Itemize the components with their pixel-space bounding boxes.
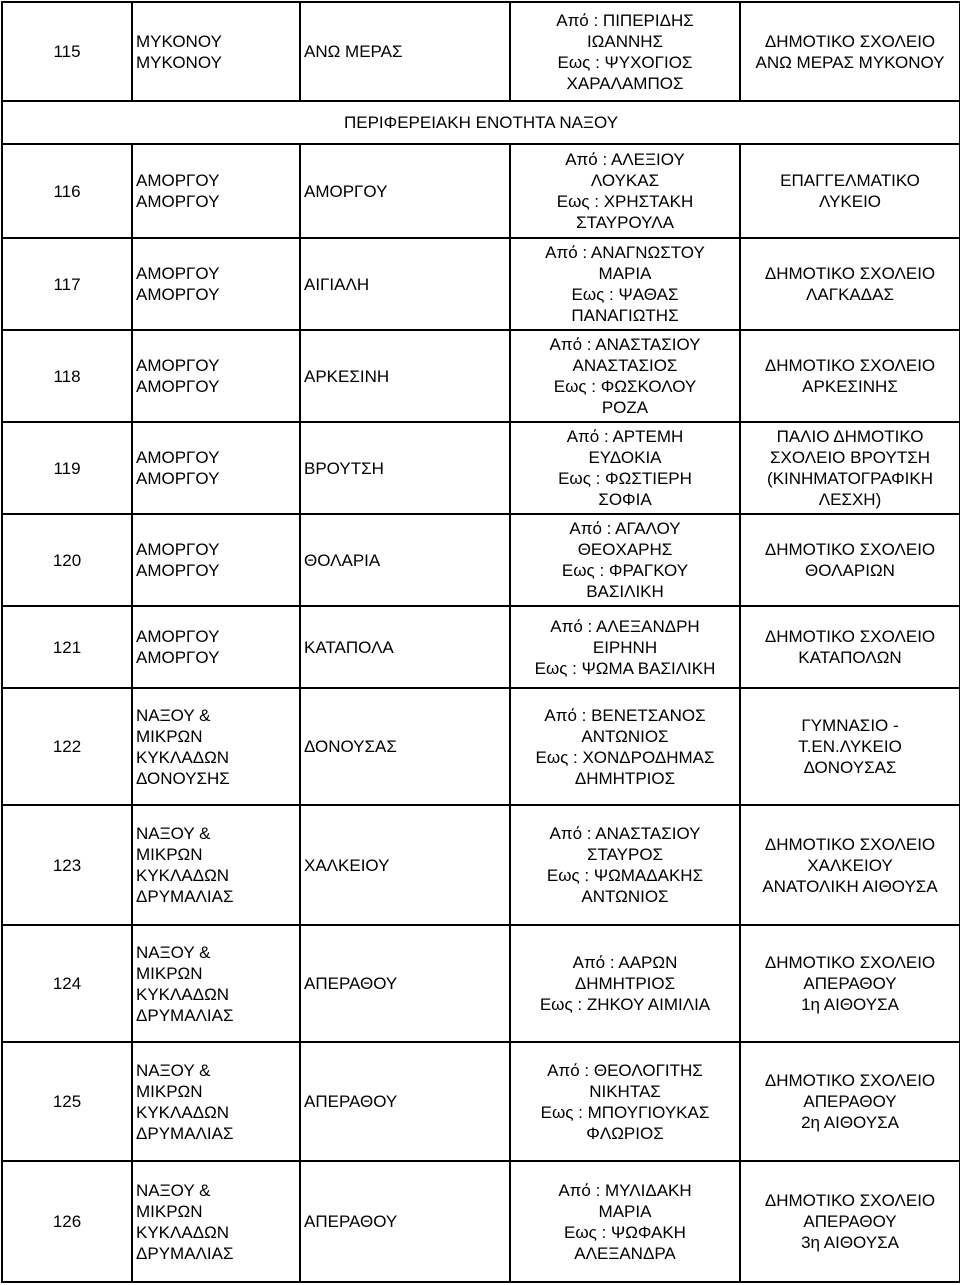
electoral-area-cell: ΝΑΞΟΥ & ΜΙΚΡΩΝ ΚΥΚΛΑΔΩΝ ΔΡΥΜΑΛΙΑΣ (132, 1042, 300, 1161)
voter-range-cell: Από : ΑΓΑΛΟΥ ΘΕΟΧΑΡΗΣ Εως : ΦΡΑΓΚΟΥ ΒΑΣΙΛΙΚΗ (510, 514, 740, 606)
voter-range-cell: Από : ΠΙΠΕΡΙΔΗΣ ΙΩΑΝΝΗΣ Εως : ΨΥΧΟΓΙΟΣ ΧΑΡΑΛΑΜΠΟΣ (510, 2, 740, 101)
polling-location-cell: ΔΗΜΟΤΙΚΟ ΣΧΟΛΕΙΟ ΑΝΩ ΜΕΡΑΣ ΜΥΚΟΝΟΥ (740, 2, 960, 101)
voter-range-cell: Από : ΑΛΕΞΙΟΥ ΛΟΥΚΑΣ Εως : ΧΡΗΣΤΑΚΗ ΣΤΑΥΡΟΥΛΑ (510, 144, 740, 238)
voter-range-cell: Από : ΒΕΝΕΤΣΑΝΟΣ ΑΝΤΩΝΙΟΣ Εως : ΧΟΝΔΡΟΔΗΜΑΣ ΔΗΜΗΤΡΙΟΣ (510, 688, 740, 805)
polling-location-cell: ΔΗΜΟΤΙΚΟ ΣΧΟΛΕΙΟ ΘΟΛΑΡΙΩΝ (740, 514, 960, 606)
polling-location-cell: ΔΗΜΟΤΙΚΟ ΣΧΟΛΕΙΟ ΧΑΛΚΕΙΟΥ ΑΝΑΤΟΛΙΚΗ ΑΙΘΟΥΣΑ (740, 805, 960, 925)
table-row (2, 144, 960, 238)
electoral-area-cell: ΝΑΞΟΥ & ΜΙΚΡΩΝ ΚΥΚΛΑΔΩΝ ΔΡΥΜΑΛΙΑΣ (132, 805, 300, 925)
polling-location-cell: ΓΥΜΝΑΣΙΟ - Τ.ΕΝ.ΛΥΚΕΙΟ ΔΟΝΟΥΣΑΣ (740, 688, 960, 805)
municipality-cell: ΔΟΝΟΥΣΑΣ (300, 688, 510, 805)
table-row (2, 1161, 960, 1282)
table-row (2, 514, 960, 606)
row-number-cell: 122 (2, 688, 132, 805)
municipality-cell: ΒΡΟΥΤΣΗ (300, 422, 510, 514)
voter-range-cell: Από : ΑΑΡΩΝ ΔΗΜΗΤΡΙΟΣ Εως : ΖΗΚΟΥ ΑΙΜΙΛΙΑ (510, 925, 740, 1042)
polling-location-cell: ΔΗΜΟΤΙΚΟ ΣΧΟΛΕΙΟ ΑΠΕΡΑΘΟΥ 1η ΑΙΘΟΥΣΑ (740, 925, 960, 1042)
row-number-cell: 126 (2, 1161, 132, 1282)
electoral-area-cell: ΑΜΟΡΓΟΥ ΑΜΟΡΓΟΥ (132, 514, 300, 606)
electoral-area-cell: ΝΑΞΟΥ & ΜΙΚΡΩΝ ΚΥΚΛΑΔΩΝ ΔΡΥΜΑΛΙΑΣ (132, 925, 300, 1042)
municipality-cell: ΚΑΤΑΠΟΛΑ (300, 606, 510, 688)
polling-location-cell: ΠΑΛΙΟ ΔΗΜΟΤΙΚΟ ΣΧΟΛΕΙΟ ΒΡΟΥΤΣΗ (ΚΙΝΗΜΑΤΟΓΡΑΦΙΚΗ ΛΕΣΧΗ) (740, 422, 960, 514)
electoral-area-cell: ΑΜΟΡΓΟΥ ΑΜΟΡΓΟΥ (132, 330, 300, 422)
table-row (2, 606, 960, 688)
polling-location-cell: ΔΗΜΟΤΙΚΟ ΣΧΟΛΕΙΟ ΛΑΓΚΑΔΑΣ (740, 238, 960, 330)
row-number-cell: 123 (2, 805, 132, 925)
electoral-area-cell: ΑΜΟΡΓΟΥ ΑΜΟΡΓΟΥ (132, 422, 300, 514)
polling-location-cell: ΔΗΜΟΤΙΚΟ ΣΧΟΛΕΙΟ ΚΑΤΑΠΟΛΩΝ (740, 606, 960, 688)
electoral-area-cell: ΝΑΞΟΥ & ΜΙΚΡΩΝ ΚΥΚΛΑΔΩΝ ΔΟΝΟΥΣΗΣ (132, 688, 300, 805)
table-row (2, 1042, 960, 1161)
voter-range-cell: Από : ΜΥΛΙΔΑΚΗ ΜΑΡΙΑ Εως : ΨΩΦΑΚΗ ΑΛΕΞΑΝΔΡΑ (510, 1161, 740, 1282)
table-row (2, 688, 960, 805)
municipality-cell: ΘΟΛΑΡΙΑ (300, 514, 510, 606)
table-row (2, 238, 960, 330)
municipality-cell: ΑΡΚΕΣΙΝΗ (300, 330, 510, 422)
municipality-cell: ΑΠΕΡΑΘΟΥ (300, 925, 510, 1042)
electoral-area-cell: ΑΜΟΡΓΟΥ ΑΜΟΡΓΟΥ (132, 606, 300, 688)
municipality-cell: ΑΠΕΡΑΘΟΥ (300, 1161, 510, 1282)
municipality-cell: ΑΝΩ ΜΕΡΑΣ (300, 2, 510, 101)
electoral-area-cell: ΝΑΞΟΥ & ΜΙΚΡΩΝ ΚΥΚΛΑΔΩΝ ΔΡΥΜΑΛΙΑΣ (132, 1161, 300, 1282)
section-title: ΠΕΡΙΦΕΡΕΙΑΚΗ ΕΝΟΤΗΤΑ ΝΑΞΟΥ (2, 101, 960, 144)
municipality-cell: ΑΠΕΡΑΘΟΥ (300, 1042, 510, 1161)
electoral-area-cell: ΑΜΟΡΓΟΥ ΑΜΟΡΓΟΥ (132, 144, 300, 238)
table-row (2, 422, 960, 514)
row-number-cell: 119 (2, 422, 132, 514)
row-number-cell: 116 (2, 144, 132, 238)
table-body (2, 2, 960, 1282)
polling-location-cell: ΔΗΜΟΤΙΚΟ ΣΧΟΛΕΙΟ ΑΡΚΕΣΙΝΗΣ (740, 330, 960, 422)
electoral-area-cell: ΜΥΚΟΝΟΥ ΜΥΚΟΝΟΥ (132, 2, 300, 101)
table-row (2, 925, 960, 1042)
row-number-cell: 120 (2, 514, 132, 606)
row-number-cell: 115 (2, 2, 132, 101)
voter-range-cell: Από : ΘΕΟΛΟΓΙΤΗΣ ΝΙΚΗΤΑΣ Εως : ΜΠΟΥΓΙΟΥΚΑΣ ΦΛΩΡΙΟΣ (510, 1042, 740, 1161)
electoral-area-cell: ΑΜΟΡΓΟΥ ΑΜΟΡΓΟΥ (132, 238, 300, 330)
table-row (2, 2, 960, 101)
row-number-cell: 124 (2, 925, 132, 1042)
table-row (2, 330, 960, 422)
voter-range-cell: Από : ΑΛΕΞΑΝΔΡΗ ΕΙΡΗΝΗ Εως : ΨΩΜΑ ΒΑΣΙΛΙΚΗ (510, 606, 740, 688)
row-number-cell: 118 (2, 330, 132, 422)
polling-location-cell: ΔΗΜΟΤΙΚΟ ΣΧΟΛΕΙΟ ΑΠΕΡΑΘΟΥ 3η ΑΙΘΟΥΣΑ (740, 1161, 960, 1282)
municipality-cell: ΑΙΓΙΑΛΗ (300, 238, 510, 330)
municipality-cell: ΑΜΟΡΓΟΥ (300, 144, 510, 238)
section-header-row (2, 101, 960, 144)
municipality-cell: ΧΑΛΚΕΙΟΥ (300, 805, 510, 925)
row-number-cell: 125 (2, 1042, 132, 1161)
voter-range-cell: Από : ΑΡΤΕΜΗ ΕΥΔΟΚΙΑ Εως : ΦΩΣΤΙΕΡΗ ΣΟΦΙΑ (510, 422, 740, 514)
voter-range-cell: Από : ΑΝΑΣΤΑΣΙΟΥ ΑΝΑΣΤΑΣΙΟΣ Εως : ΦΩΣΚΟΛΟΥ ΡΟΖΑ (510, 330, 740, 422)
polling-stations-table (1, 1, 960, 1283)
row-number-cell: 117 (2, 238, 132, 330)
polling-location-cell: ΔΗΜΟΤΙΚΟ ΣΧΟΛΕΙΟ ΑΠΕΡΑΘΟΥ 2η ΑΙΘΟΥΣΑ (740, 1042, 960, 1161)
table-row (2, 805, 960, 925)
row-number-cell: 121 (2, 606, 132, 688)
polling-location-cell: ΕΠΑΓΓΕΛΜΑΤΙΚΟ ΛΥΚΕΙΟ (740, 144, 960, 238)
voter-range-cell: Από : ΑΝΑΓΝΩΣΤΟΥ ΜΑΡΙΑ Εως : ΨΑΘΑΣ ΠΑΝΑΓΙΩΤΗΣ (510, 238, 740, 330)
voter-range-cell: Από : ΑΝΑΣΤΑΣΙΟΥ ΣΤΑΥΡΟΣ Εως : ΨΩΜΑΔΑΚΗΣ ΑΝΤΩΝΙΟΣ (510, 805, 740, 925)
